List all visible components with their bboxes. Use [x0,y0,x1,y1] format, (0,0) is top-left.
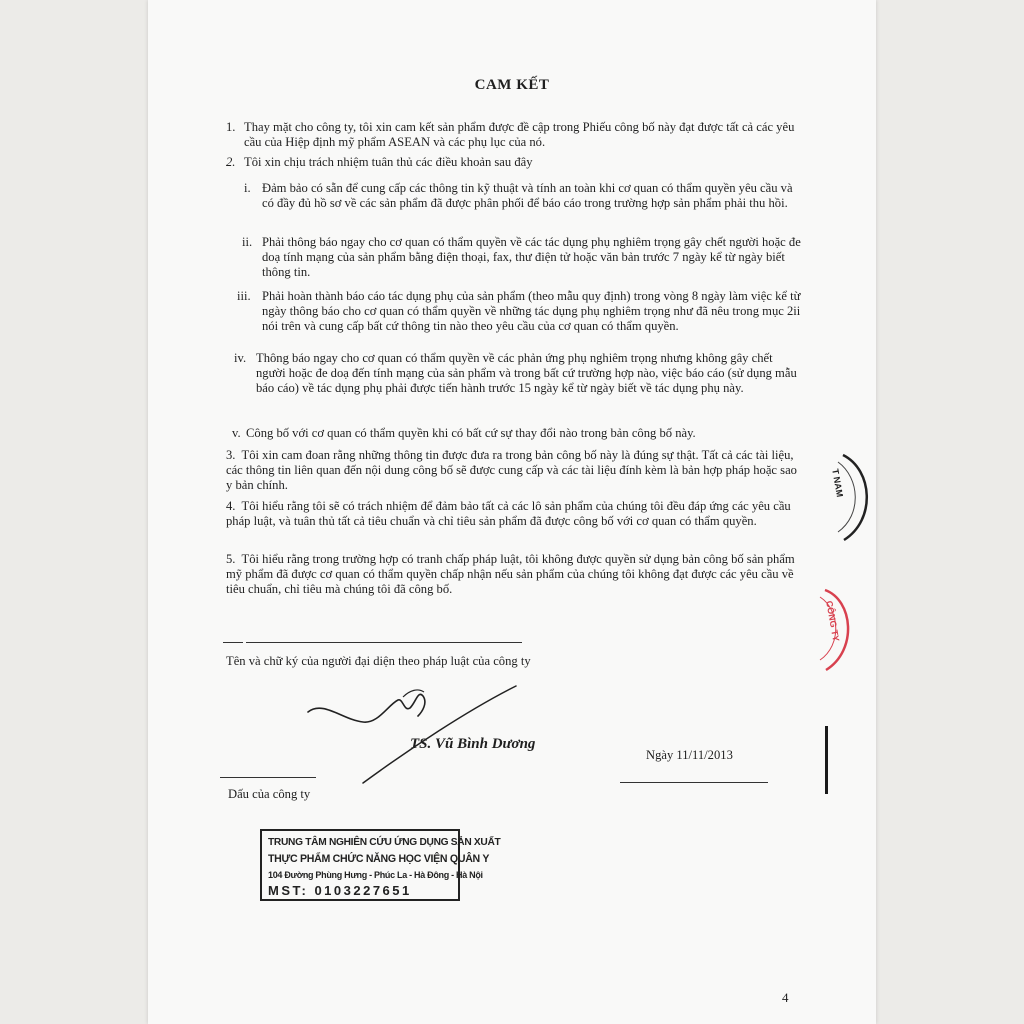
subitem-number: v. [232,426,241,440]
subitem-text: Thông báo ngay cho cơ quan có thẩm quyền về các phản ứng phụ nghiêm trọng nhưng không gây chết người hoặc đe doạ đến tính mạng của sản phẩm và trong bất cứ trường hợp nào, việc báo cáo (sử dụng mẫu báo cáo) về tác dụng phụ phải được tiến hành trước 15 ngày kể từ ngày biết về tác dụng phụ này. [256,351,797,395]
edge-seal-text: T NAM [830,468,845,498]
stamp-line-3: 104 Đường Phùng Hưng - Phúc La - Hà Đông - Hà Nội [268,870,483,880]
item-number: 2. [226,155,236,169]
document-page [148,0,876,1024]
stamp-line-1: TRUNG TÂM NGHIÊN CỨU ỨNG DỤNG SẢN XUẤT [268,837,501,848]
edge-seals [148,0,876,1024]
item-number: 5. [226,552,236,566]
red-seal-text: CÔNG TY [824,600,842,643]
page-number: 4 [782,990,789,1005]
document-title: CAM KẾT [474,77,550,93]
signer-name: TS. Vũ Bình Dương [410,736,536,752]
item-body: Tôi hiểu rằng trong trường hợp có tranh chấp pháp luật, tôi không được quyền sử dụng bản công bố sản phẩm mỹ phẩm đã được cơ quan có thẩm quyền chấp nhận nếu sản phẩm của chúng tôi không đạt được các yêu cầu về tiêu chuẩn, chỉ tiêu mà chúng tôi đã công bố. [226,552,795,596]
subitem-text: Phải thông báo ngay cho cơ quan có thẩm quyền về các tác dụng phụ nghiêm trọng gây chết người hoặc đe doạ tính mạng của sản phẩm bằng điện thoại, fax, thư điện tử hoặc văn bản trước 7 ngày kể từ ngày biết thông tin. [262,235,801,279]
item-text: Thay mặt cho công ty, tôi xin cam kết sản phẩm được đề cập trong Phiếu công bố này đạt được tất cả các yêu cầu của Hiệp định mỹ phẩm ASEAN và các phụ lục của nó. [244,120,795,149]
item-body: Tôi hiểu rằng tôi sẽ có trách nhiệm để đảm bảo tất cả các lô sản phẩm của chúng tôi đều đáp ứng các yêu cầu pháp luật, và tuân thủ tất cả tiêu chuẩn và chỉ tiêu sản phẩm đã được công bố với cơ quan có thẩm quyền. [226,499,791,528]
stamp-line-4: MST: 0103227651 [268,883,412,898]
seal-label: Dấu của công ty [228,787,311,801]
date-text: Ngày 11/11/2013 [646,748,733,762]
item-body: Tôi xin cam đoan rằng những thông tin được đưa ra trong bản công bố này là đúng sự thật. Tất cả các tài liệu, các thông tin liên quan đến nội dung công bố sẽ được cung cấp và các tài liệu đính kèm là bản hợp pháp hoặc sao y bản chính. [226,448,797,492]
subitem-number: iii. [237,289,251,303]
stamp-line-2: THỰC PHẨM CHỨC NĂNG HỌC VIỆN QUÂN Y [268,853,490,865]
subitem-text: Công bố với cơ quan có thẩm quyền khi có bất cứ sự thay đổi nào trong bản công bố này. [246,426,696,440]
subitem-number: iv. [234,351,247,365]
item-number: 3. [226,448,236,462]
signature-label: Tên và chữ ký của người đại diện theo pháp luật của công ty [226,654,531,668]
subitem-text: Đảm bảo có sẵn để cung cấp các thông tin kỹ thuật và tính an toàn khi cơ quan có thẩm quyền yêu cầu và có đầy đủ hồ sơ về các sản phẩm đã được phân phối để báo cáo trong trường hợp sản phẩm phải thu hồi. [262,181,793,210]
subitem-number: i. [244,181,251,195]
subitem-number: ii. [242,235,253,249]
item-number: 1. [226,120,236,134]
subitem-text: Phải hoàn thành báo cáo tác dụng phụ của sản phẩm (theo mẫu quy định) trong vòng 8 ngày làm việc kể từ ngày thông báo cho cơ quan có thẩm quyền về những tác dụng phụ nghiêm trọng như đã nêu trong mục 2ii nói trên và cung cấp bất cứ thông tin nào theo yêu cầu của cơ quan có thẩm quyền. [262,289,801,333]
item-number: 4. [226,499,236,513]
item-text: Tôi xin chịu trách nhiệm tuân thủ các điều khoản sau đây [244,155,533,169]
